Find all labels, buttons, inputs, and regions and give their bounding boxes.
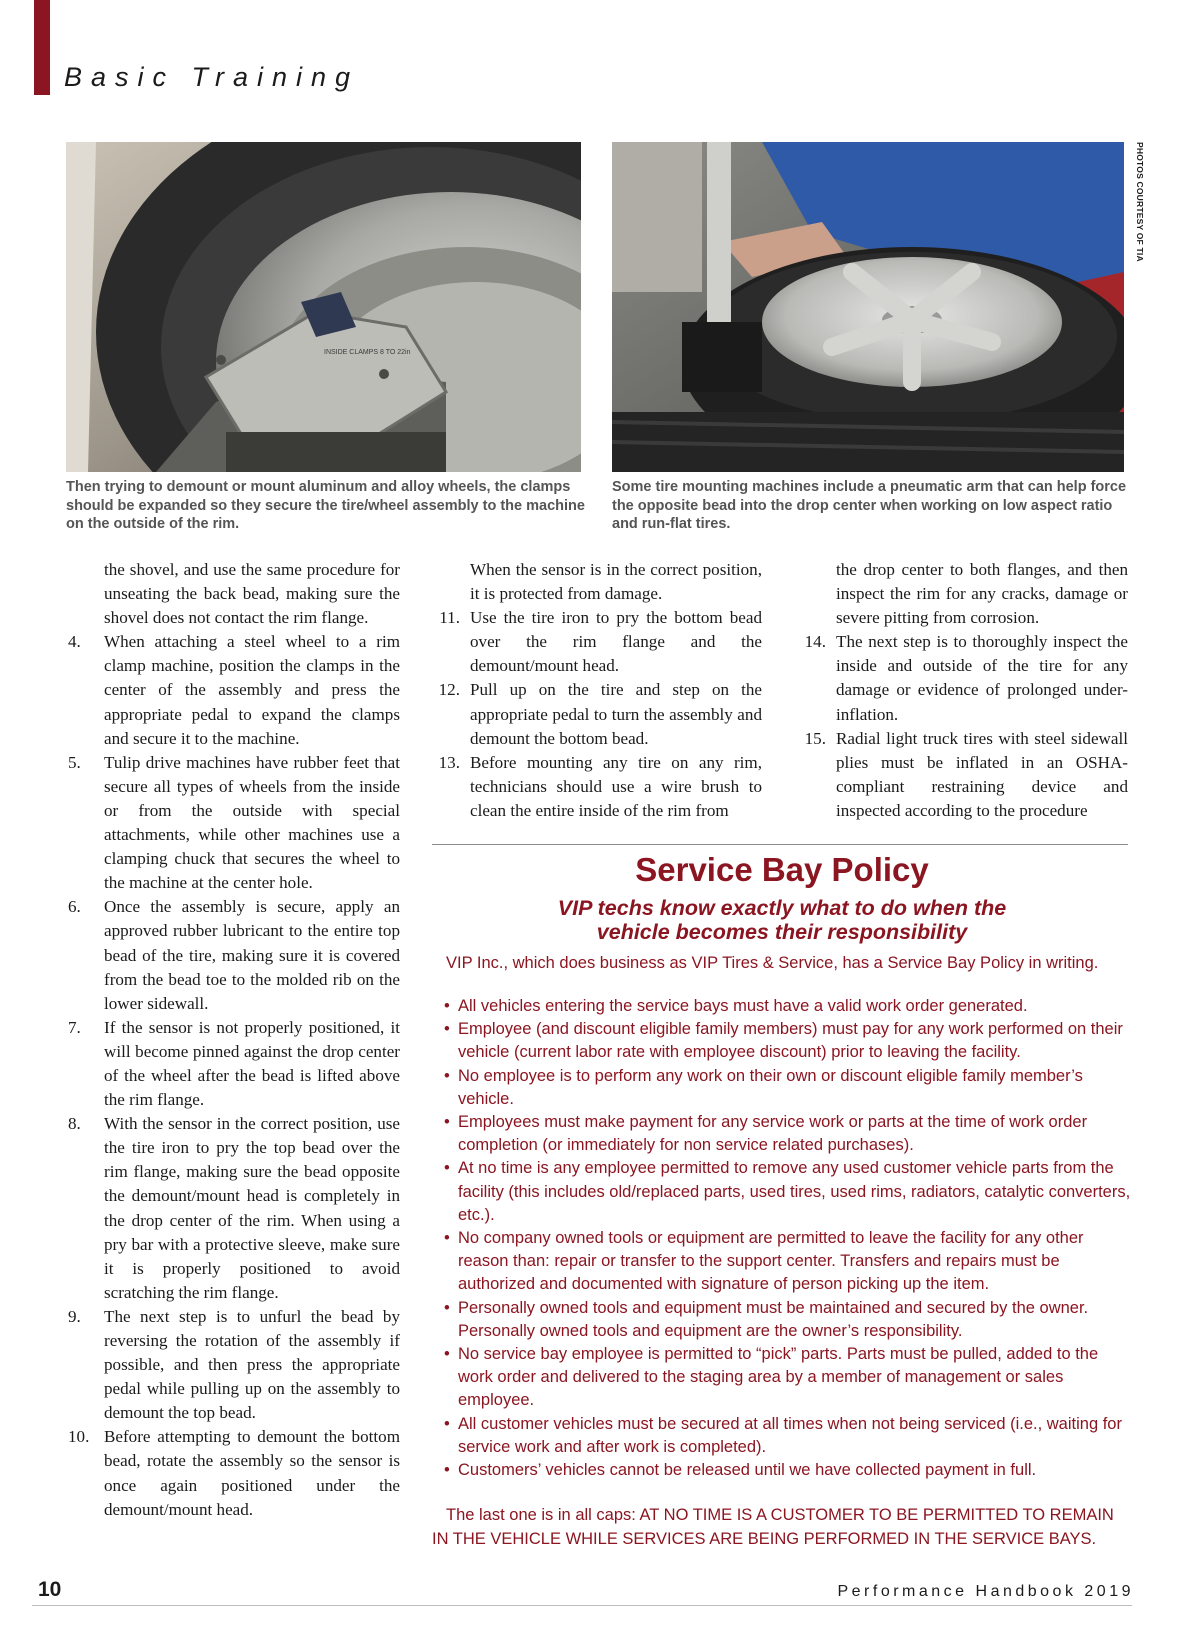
article-column-2 — [426, 558, 762, 823]
policy-list — [432, 995, 1132, 1482]
policy-item — [444, 995, 1132, 1018]
bullet: • — [444, 1113, 450, 1132]
step-number: 8. — [68, 1114, 81, 1134]
step-item — [60, 751, 400, 896]
policy-title: Service Bay Policy — [635, 851, 929, 888]
policy-item-text: Employees must make payment for any service work or parts at the time of work order completion (or immediately for non service related purchases). — [458, 1113, 1088, 1155]
footer-divider — [32, 1605, 1132, 1606]
step-text: When attaching a steel wheel to a rim clamp machine, position the clamps in the center of the assembly and press the appropriate pedal to expand the clamps and secure it to the machine. — [104, 632, 400, 748]
photo-credit: PHOTOS COURTESY OF TIA — [1135, 142, 1145, 262]
step-text: Use the tire iron to pry the bottom bead over the rim flange and the demount/mount head. — [470, 608, 762, 676]
step-number: 11. — [439, 608, 460, 628]
service-bay-policy-box — [432, 850, 1132, 1551]
step-text: Pull up on the tire and step on the appropriate pedal to turn the assembly and demount the bottom bead. — [470, 680, 762, 748]
policy-item — [444, 1065, 1132, 1111]
policy-item-text: Personally owned tools and equipment must be maintained and secured by the owner. Personally owned tools and equipment are the owner’s responsibility. — [458, 1298, 1089, 1340]
policy-item-text: No service bay employee is permitted to “pick” parts. Parts must be pulled, added to the work order and delivered to the staging area by a member of management or sales employee. — [458, 1345, 1099, 1410]
policy-item — [444, 1343, 1132, 1413]
policy-item-text: No company owned tools or equipment are permitted to leave the facility for any other reason than: repair or transfer to the support center. Transfers and repairs must be authorized and documented with signature of person picking up the item. — [458, 1229, 1084, 1294]
policy-intro: VIP Inc., which does business as VIP Tires & Service, has a Service Bay Policy in writing. — [446, 954, 1099, 972]
policy-item — [444, 1297, 1132, 1343]
step-item — [426, 751, 762, 823]
step-text: Once the assembly is secure, apply an approved rubber lubricant to the entire top bead of the tire, making sure it is covered from the bead toe to the molded rib on the lower sidewall. — [104, 897, 400, 1013]
policy-item — [444, 1157, 1132, 1227]
step-text: If the sensor is not properly positioned, it will become pinned against the drop center of the wheel after the bead is lifted above the rim flange. — [104, 1017, 400, 1110]
bullet: • — [444, 1414, 450, 1433]
step-text: The next step is to thoroughly inspect the inside and outside of the tire for any damage or evidence of prolonged under-inflation. — [836, 632, 1128, 724]
policy-item-text: All vehicles entering the service bays must have a valid work order generated. — [458, 997, 1028, 1015]
policy-closing-label: The last one is in all caps: — [446, 1506, 640, 1525]
section-title: Basic Training — [64, 62, 360, 92]
policy-item-text: No employee is to perform any work on their own or discount eligible family member’s vehicle. — [458, 1066, 1083, 1108]
step-number: 9. — [68, 1306, 81, 1326]
step-number: 7. — [68, 1017, 81, 1037]
step-number: 5. — [68, 752, 81, 772]
bullet: • — [444, 1066, 450, 1085]
bullet: • — [444, 1298, 450, 1317]
column2-continuation: When the sensor is in the correct position, it is protected from damage. — [470, 560, 762, 604]
step-number: 13. — [438, 752, 460, 772]
policy-subtitle-line: VIP techs know exactly what to do when the — [557, 896, 1007, 920]
step-number: 4. — [68, 632, 81, 652]
step-text: Radial light truck tires with steel sidewall plies must be inflated in an OSHA-compliant restraining device and inspected according to the procedure — [836, 728, 1128, 820]
policy-item — [444, 1413, 1132, 1459]
step-text: With the sensor in the correct position, use the tire iron to pry the top bead over the rim flange, making sure the bead opposite the demount/mount head is completely in the drop center of the rim. When using a pry bar with a protective sleeve, make sure it is properly positioned to avoid scratching the rim flange. — [104, 1114, 400, 1302]
policy-subtitle-line: vehicle becomes their responsibility — [596, 920, 968, 944]
step-item — [60, 1305, 400, 1425]
policy-item-text: Employee (and discount eligible family members) must pay for any work performed on their vehicle (current labor rate with employee discount) prior to leaving the facility. — [458, 1020, 1123, 1062]
policy-divider — [432, 844, 1128, 845]
clamp-marking: INSIDE CLAMPS 8 TO 22in — [324, 349, 411, 356]
policy-item — [444, 1227, 1132, 1297]
step-item — [60, 1016, 400, 1112]
step-text: Before mounting any tire on any rim, technicians should use a wire brush to clean the entire inside of the rim from — [470, 752, 762, 820]
step-item — [426, 678, 762, 750]
policy-item-text: At no time is any employee permitted to remove any used customer vehicle parts from the facility (this includes old/replaced parts, used tires, used rims, radiators, catalytic converters, etc.). — [458, 1159, 1131, 1224]
photo-pneumatic-arm — [612, 142, 1124, 472]
bullet: • — [444, 1345, 450, 1364]
photo-caption-left: Then trying to demount or mount aluminum and alloy wheels, the clamps should be expanded so they secure the tire/wheel assembly to the machine on the outside of the rim. — [66, 479, 585, 532]
bullet: • — [444, 1461, 450, 1480]
policy-item-text: Customers’ vehicles cannot be released until we have collected payment in full. — [458, 1461, 1037, 1480]
column3-continuation: the drop center to both flanges, and then inspect the rim for any cracks, damage or severe pitting from corrosion. — [836, 560, 1128, 628]
header-accent-bar — [34, 0, 50, 95]
photo-rim-clamp — [66, 142, 581, 472]
step-number: 12. — [438, 680, 460, 700]
bullet: • — [444, 1020, 450, 1039]
step-text: The next step is to unfurl the bead by reversing the rotation of the assembly if possible, and then press the appropriate pedal while pulling up on the assembly to demount the top bead. — [104, 1306, 400, 1423]
step-number: 15. — [804, 728, 826, 748]
step-item — [60, 630, 400, 750]
photo-caption-right: Some tire mounting machines include a pneumatic arm that can help force the opposite bead into the drop center when working on low aspect ratio and run-flat tires. — [612, 479, 1127, 532]
bullet: • — [444, 997, 450, 1015]
policy-item — [444, 1111, 1132, 1157]
step-item — [60, 895, 400, 1015]
step-item — [60, 1112, 400, 1305]
bullet: • — [444, 1159, 450, 1178]
article-column-1 — [60, 558, 400, 1522]
step-item — [426, 606, 762, 678]
policy-closing — [432, 1504, 1132, 1551]
step-number: 14. — [804, 632, 826, 652]
column1-continuation: the shovel, and use the same procedure for unseating the back bead, making sure the shovel does not contact the rim flange. — [104, 560, 400, 628]
step-text: Before attempting to demount the bottom bead, rotate the assembly so the sensor is once again positioned under the demount/mount head. — [104, 1427, 400, 1519]
article-column-3 — [792, 558, 1128, 823]
policy-closing-caps: AT NO TIME IS A CUSTOMER TO BE PERMITTED TO REMAIN IN THE VEHICLE WHILE SERVICES ARE BEING PERFORMED IN THE SERVICE BAYS. — [432, 1506, 1114, 1548]
step-number: 6. — [68, 897, 81, 917]
policy-item — [444, 1018, 1132, 1064]
policy-subtitle — [432, 896, 1132, 944]
step-number: 10. — [68, 1427, 90, 1447]
footer-publication-title: Performance Handbook 2019 — [837, 1583, 1134, 1600]
policy-item — [444, 1459, 1132, 1482]
policy-item-text: All customer vehicles must be secured at all times when not being serviced (i.e., waiting for service work and after work is completed). — [458, 1414, 1122, 1456]
bullet: • — [444, 1229, 450, 1248]
step-text: Tulip drive machines have rubber feet that secure all types of wheels from the inside or from the outside with special attachments, while other machines use a clamping chuck that secures the wheel to the machine at the center hole. — [104, 752, 400, 893]
step-item — [60, 1425, 400, 1521]
step-item — [792, 630, 1128, 726]
page-number: 10 — [38, 1578, 62, 1601]
step-item — [792, 727, 1128, 823]
